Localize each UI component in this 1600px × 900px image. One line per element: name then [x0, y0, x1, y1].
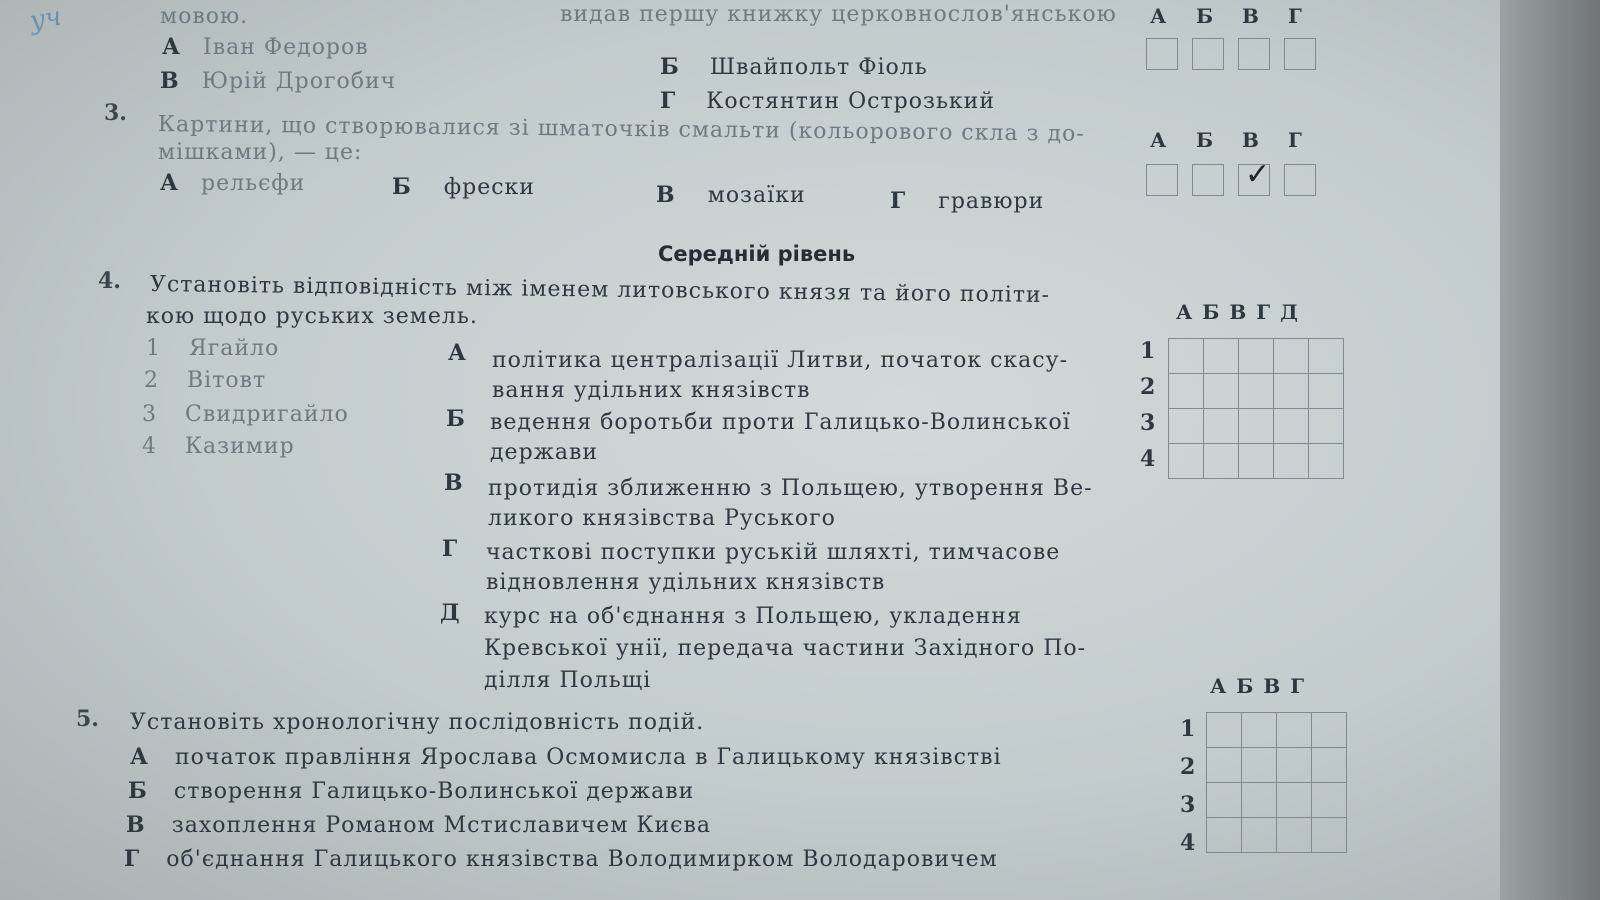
q4-left-item	[144, 368, 266, 393]
item-text: Казимир	[185, 434, 295, 459]
grid-cell[interactable]	[1169, 444, 1204, 479]
answer-letter: А	[1150, 128, 1167, 152]
grid-cell[interactable]	[1277, 748, 1312, 783]
grid-cell[interactable]	[1309, 374, 1344, 409]
answer-box[interactable]	[1192, 38, 1224, 70]
grid-cell[interactable]	[1169, 339, 1204, 374]
q3-option-v	[656, 182, 806, 208]
q4-right-line: протидія зближенню з Польщею, утворення Ве-	[488, 476, 1093, 501]
answer-letter: В	[1242, 4, 1259, 28]
option-letter: Г	[890, 188, 906, 214]
grid-cell[interactable]	[1274, 444, 1309, 479]
q4-right-letter: Б	[446, 406, 465, 432]
q4-right-line: курс на об'єднання з Польщею, укладення	[484, 604, 1022, 629]
q4-right-line: ведення боротьби проти Галицько-Волинської	[490, 410, 1071, 435]
item-number: 2	[144, 368, 159, 393]
item-number: 4	[142, 434, 157, 459]
grid-cell[interactable]	[1312, 783, 1347, 818]
q4-row-labels	[1140, 338, 1155, 482]
option-letter: А	[162, 34, 180, 60]
grid-row-label: 1	[1140, 338, 1156, 364]
q2-stem-tail-2: мовою.	[160, 4, 249, 29]
option-text: Юрій Дрогобич	[201, 69, 397, 94]
answer-letter: Б	[1196, 4, 1214, 28]
answer-letter: А	[1150, 4, 1167, 28]
q5-grid-header: АБВГ	[1210, 674, 1315, 698]
answer-box[interactable]	[1146, 164, 1178, 196]
option-text: мозаїки	[707, 183, 806, 208]
option-letter: Б	[128, 778, 147, 804]
item-text: Свидригайло	[185, 402, 349, 427]
q4-right-line: держави	[490, 440, 599, 465]
grid-cell[interactable]	[1242, 748, 1277, 783]
q3-option-b	[392, 174, 535, 200]
q5-option	[124, 846, 998, 872]
q5-option	[128, 778, 694, 804]
q4-right-line: часткові поступки руській шляхті, тимчасове	[486, 540, 1061, 565]
option-text: рельєфи	[201, 171, 306, 196]
grid-cell[interactable]	[1239, 339, 1274, 374]
option-letter: Г	[124, 846, 140, 872]
option-text: створення Галицько-Волинської держави	[173, 779, 695, 804]
q2-option-a	[162, 34, 369, 60]
q4-right-letter: В	[444, 470, 463, 496]
grid-row-label: 2	[1140, 374, 1156, 400]
section-title: Середній рівень	[658, 242, 856, 266]
grid-cell[interactable]	[1274, 339, 1309, 374]
q4-grid-header: АБВГД	[1176, 300, 1308, 324]
q4-right-line: відновлення удільних князівств	[486, 570, 886, 595]
item-text: Ягайло	[189, 336, 280, 361]
grid-cell[interactable]	[1277, 783, 1312, 818]
handwritten-note: уч	[27, 1, 64, 37]
q4-stem-line2: кою щодо руських земель.	[146, 304, 478, 329]
option-text: фрески	[443, 175, 535, 200]
q4-right-letter: Г	[442, 536, 458, 562]
option-letter: А	[160, 170, 178, 196]
q5-row-labels	[1180, 716, 1195, 868]
q3-option-g	[890, 188, 1044, 214]
q5-option	[130, 744, 1002, 770]
q5-option	[126, 812, 711, 838]
q4-right-letter: А	[448, 340, 466, 366]
grid-cell[interactable]	[1204, 339, 1239, 374]
option-text: захоплення Романом Мстиславичем Києва	[171, 813, 711, 838]
grid-row-label: 4	[1180, 830, 1196, 856]
q2-option-g	[660, 88, 995, 114]
answer-letter: Б	[1196, 128, 1214, 152]
grid-cell[interactable]	[1309, 444, 1344, 479]
q2-answer-boxes	[1146, 38, 1330, 70]
option-text: Костянтин Острозький	[706, 89, 996, 114]
option-text: початок правління Ярослава Осмомисла в Галицькому князівстві	[175, 745, 1002, 770]
q4-right-line: Кревської унії, передача частини Західного По-	[484, 636, 1087, 661]
q3-answer-header	[1150, 128, 1334, 152]
q4-left-item	[142, 434, 295, 459]
q2-answer-header	[1150, 4, 1334, 28]
grid-cell[interactable]	[1204, 374, 1239, 409]
grid-cell[interactable]	[1204, 409, 1239, 444]
option-letter: В	[126, 812, 145, 838]
answer-box[interactable]	[1238, 38, 1270, 70]
answer-box[interactable]	[1146, 38, 1178, 70]
grid-cell[interactable]	[1239, 409, 1274, 444]
q3-answer-boxes	[1146, 157, 1330, 196]
option-letter: А	[130, 744, 148, 770]
option-letter: Б	[392, 174, 411, 200]
q4-answer-grid	[1168, 338, 1344, 479]
option-text: Швайпольт Фіоль	[709, 55, 928, 80]
grid-cell[interactable]	[1242, 783, 1277, 818]
q4-right-line: політика централізації Литви, початок скасу-	[492, 348, 1068, 373]
grid-row-label: 3	[1180, 792, 1196, 818]
q2-option-v	[160, 68, 396, 94]
q5-number: 5.	[76, 706, 99, 732]
grid-cell[interactable]	[1207, 713, 1242, 748]
grid-cell[interactable]	[1309, 409, 1344, 444]
option-letter: Г	[660, 88, 676, 114]
grid-cell[interactable]	[1312, 748, 1347, 783]
item-number: 1	[146, 336, 161, 361]
q3-number: 3.	[104, 100, 127, 126]
q4-left-item	[146, 336, 279, 361]
grid-cell[interactable]	[1312, 818, 1347, 853]
grid-cell[interactable]	[1312, 713, 1347, 748]
option-letter: Б	[660, 54, 679, 80]
grid-cell[interactable]	[1309, 339, 1344, 374]
grid-cell[interactable]	[1207, 783, 1242, 818]
q4-right-letter: Д	[440, 600, 460, 626]
grid-row-label: 4	[1140, 446, 1156, 472]
grid-cell[interactable]	[1204, 444, 1239, 479]
check-mark-icon: ✓	[1245, 157, 1271, 192]
q4-right-line: вання удільних князівств	[492, 378, 811, 403]
q4-right-line: ликого князівства Руського	[488, 506, 836, 531]
answer-box-checked[interactable]	[1238, 157, 1271, 196]
answer-box[interactable]	[1284, 38, 1316, 70]
page-edge	[1500, 0, 1600, 900]
q4-right-line: ділля Польщі	[484, 668, 652, 693]
q3-stem-line1: Картини, що створювалися зі шматочків смальти (кольорового скла з до-	[157, 112, 1085, 147]
grid-cell[interactable]	[1277, 713, 1312, 748]
grid-cell[interactable]	[1274, 374, 1309, 409]
grid-row-label: 3	[1140, 410, 1156, 436]
q3-stem-line2: мішками), — це:	[158, 140, 363, 165]
grid-cell[interactable]	[1169, 374, 1204, 409]
grid-cell[interactable]	[1242, 818, 1277, 853]
grid-cell[interactable]	[1239, 444, 1274, 479]
grid-row-label: 1	[1180, 716, 1196, 742]
answer-letter: Г	[1288, 128, 1302, 152]
q3-option-a	[160, 170, 305, 196]
grid-cell[interactable]	[1242, 713, 1277, 748]
item-number: 3	[142, 402, 157, 427]
answer-letter: Г	[1288, 4, 1302, 28]
answer-box[interactable]	[1284, 164, 1316, 196]
q5-stem: Установіть хронологічну послідовність подій.	[130, 710, 705, 735]
q2-option-b	[660, 54, 928, 80]
option-text: об'єднання Галицького князівства Володимирком Володаровичем	[166, 847, 998, 872]
item-text: Вітовт	[187, 368, 267, 393]
grid-cell[interactable]	[1169, 409, 1204, 444]
q5-answer-grid	[1206, 712, 1347, 853]
option-letter: В	[160, 68, 179, 94]
q4-number: 4.	[98, 268, 121, 294]
grid-cell[interactable]	[1239, 374, 1274, 409]
q4-left-item	[142, 402, 349, 427]
q4-stem-line1: Установіть відповідність між іменем литовського князя та його політи-	[149, 272, 1051, 308]
option-text: Іван Федоров	[203, 35, 369, 60]
answer-box[interactable]	[1192, 164, 1224, 196]
grid-cell[interactable]	[1207, 748, 1242, 783]
answer-letter: В	[1242, 128, 1259, 152]
option-text: гравюри	[938, 189, 1045, 214]
grid-row-label: 2	[1180, 754, 1196, 780]
grid-cell[interactable]	[1277, 818, 1312, 853]
option-letter: В	[656, 182, 675, 208]
q2-stem-tail: видав першу книжку церковнослов'янською	[560, 2, 1117, 27]
grid-cell[interactable]	[1207, 818, 1242, 853]
grid-cell[interactable]	[1274, 409, 1309, 444]
